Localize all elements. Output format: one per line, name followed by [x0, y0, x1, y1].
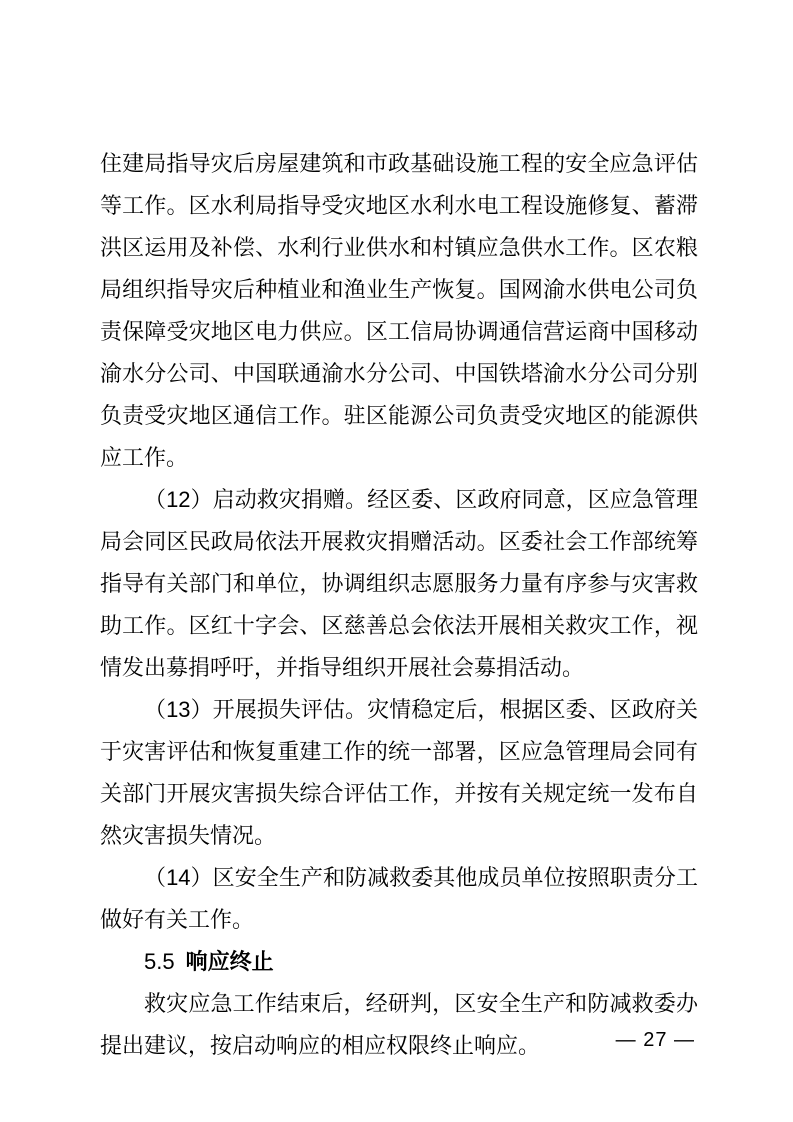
page-number: — 27 —: [615, 1029, 695, 1051]
paragraph-response-termination: 救灾应急工作结束后，经研判，区安全生产和防减救委办提出建议，按启动响应的相应权限终止响应。: [100, 991, 698, 1058]
document-body: [100, 143, 698, 1067]
section-heading-5-5: [100, 941, 698, 983]
paragraph-item-14: （14）区安全生产和防减救委其他成员单位按照职责分工做好有关工作。: [100, 865, 698, 932]
paragraph-item-12: （12）启动救灾捐赠。经区委、区政府同意，区应急管理局会同区民政局依法开展救灾捐赠活动。区委社会工作部统筹指导有关部门和单位，协调组织志愿服务力量有序参与灾害救助工作。区红十字会、区慈善总会依法开展相关救灾工作，视情发出募捐呼吁，并指导组织开展社会募捐活动。: [100, 487, 698, 680]
section-title: 响应终止: [185, 949, 274, 974]
section-number: 5.5: [144, 949, 175, 974]
paragraph-item-13: （13）开展损失评估。灾情稳定后，根据区委、区政府关于灾害评估和恢复重建工作的统一部署，区应急管理局会同有关部门开展灾害损失综合评估工作，并按有关规定统一发布自然灾害损失情况。: [100, 697, 698, 848]
paragraph-continuation: 住建局指导灾后房屋建筑和市政基础设施工程的安全应急评估等工作。区水利局指导受灾地区水利水电工程设施修复、蓄滞洪区运用及补偿、水利行业供水和村镇应急供水工作。区农粮局组织指导灾后种植业和渔业生产恢复。国网渝水供电公司负责保障受灾地区电力供应。区工信局协调通信营运商中国移动渝水分公司、中国联通渝水分公司、中国铁塔渝水分公司分别负责受灾地区通信工作。驻区能源公司负责受灾地区的能源供应工作。: [100, 151, 698, 470]
